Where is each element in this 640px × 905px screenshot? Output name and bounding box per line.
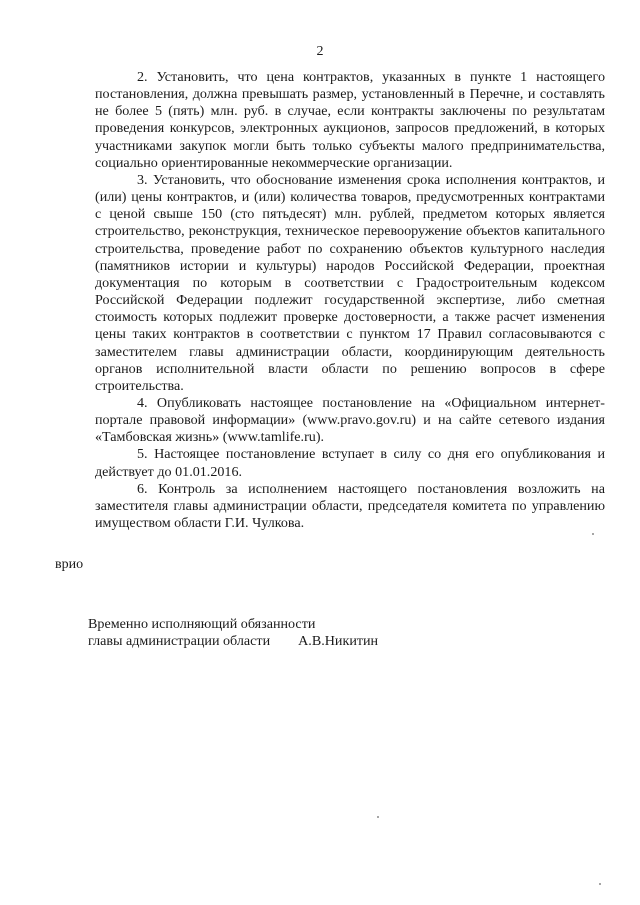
document-body [95, 69, 605, 532]
paragraph-6: 6. Контроль за исполнением настоящего постановления возложить на заместителя главы администрации области, председателя комитета по управлению имуществом области Г.И. Чулкова. [95, 480, 605, 532]
signature-position-line2: главы администрации области [88, 633, 271, 649]
paragraph-2: 2. Установить, что цена контрактов, указанных в пункте 1 настоящего постановления, должна превышать размер, установленный в Перечне, и составлять не более 5 (пять) млн. руб. в случае, если контракты заключены по результатам проведения конкурсов, электронных аукционов, запросов предложений, в которых участниками закупок могли быть только субъекты малого предпринимательства, социально ориентированные некоммерческие организации. [95, 69, 605, 171]
signature-block [88, 633, 378, 650]
page-number: 2 [316, 44, 324, 59]
paragraph-5: 5. Настоящее постановление вступает в силу со дня его опубликования и действует до 01.01.2016. [95, 446, 605, 480]
paragraph-4: 4. Опубликовать настоящее постановление на «Официальном интернет-портале правовой информации» (www.pravo.gov.ru) и на сайте сетевого издания «Тамбовская жизнь» (www.tamlife.ru). [95, 394, 605, 446]
scan-speck [377, 816, 379, 818]
margin-note: врио [55, 557, 84, 572]
signature-name: А.В.Никитин [298, 633, 379, 649]
signature-position-line1: Временно исполняющий обязанности [88, 616, 316, 632]
scan-speck [592, 533, 594, 535]
scan-speck [599, 883, 601, 885]
paragraph-3: 3. Установить, что обоснование изменения срока исполнения контрактов, и (или) цены контрактов, и (или) количества товаров, предусмотренных контрактами с ценой свыше 150 (сто пятьдесят) млн. рублей, предметом которых является строительство, реконструкция, техническое перевооружение объектов капитального строительства, проведение работ по сохранению объектов культурного наследия (памятников истории и культуры) народов Российской Федерации, проектная документация по которым в соответствии с Градостроительным кодексом Российской Федерации подлежит государственной экспертизе, либо сметная стоимость которых подлежит проверке достоверности, а также расчет изменения цены таких контрактов в соответствии с пунктом 17 Правил согласовываются с заместителем главы администрации области, координирующим деятельность органов исполнительной власти области по решению вопросов в сфере строительства. [95, 171, 605, 394]
